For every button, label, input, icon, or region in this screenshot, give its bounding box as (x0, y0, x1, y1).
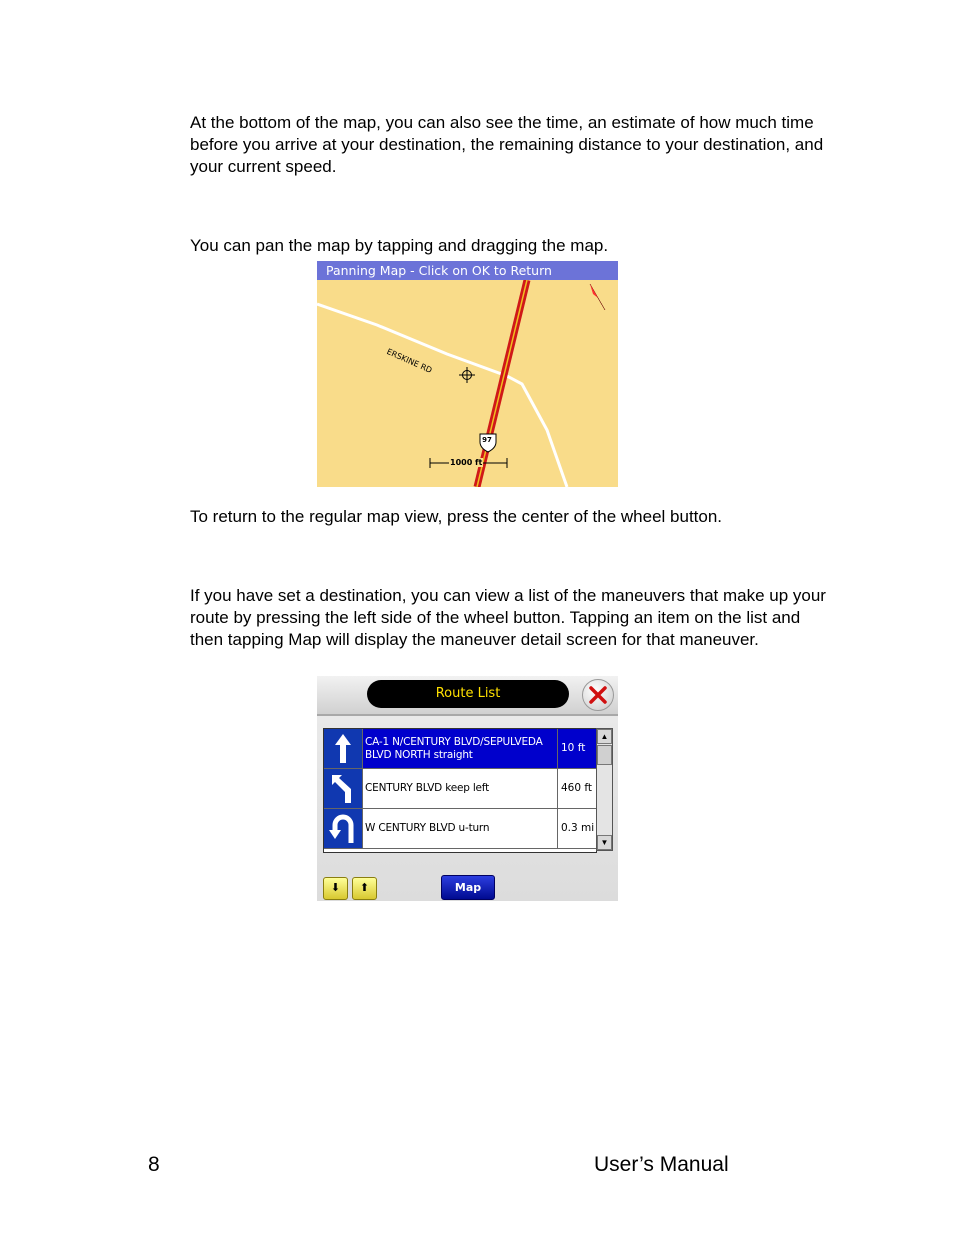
down-arrow-icon: ⬇ (330, 882, 341, 894)
map-button[interactable]: Map (441, 875, 495, 900)
list-item[interactable] (324, 809, 596, 849)
maneuver-distance: 10 ft (557, 729, 595, 768)
erskine-road (317, 304, 567, 487)
route-shield-label: 97 (482, 436, 492, 444)
maneuver-text: W CENTURY BLVD u-turn (365, 822, 490, 834)
scroll-thumb[interactable] (597, 745, 612, 765)
page-number: 8 (148, 1153, 160, 1176)
close-icon (583, 680, 613, 710)
route-list-title: Route List (367, 680, 569, 708)
maneuver-distance: 0.3 mi (557, 809, 595, 848)
move-up-button[interactable] (352, 877, 377, 900)
route-list-header (317, 676, 618, 716)
close-button[interactable] (582, 679, 614, 711)
map-title-bar: Panning Map - Click on OK to Return (317, 261, 618, 280)
list-scrollbar[interactable] (596, 728, 613, 851)
return-paragraph: To return to the regular map view, press the center of the wheel button. (190, 507, 723, 526)
scale-label: 1000 ft (450, 458, 483, 467)
intro-paragraph: At the bottom of the map, you can also see the time, an estimate of how much time before you arrive at your destination, the remaining distance to your destination, and your current speed. (190, 113, 824, 176)
route-list-paragraph: If you have set a destination, you can view a list of the maneuvers that make up your route by pressing the left side of the wheel button. Tapping an item on the list and then tapping Map will display the maneuver detail screen for that maneuver. (190, 586, 826, 649)
manual-title: User’s Manual (594, 1153, 729, 1176)
straight-arrow-icon (324, 729, 363, 768)
crosshair-icon (459, 367, 475, 383)
route-list-screenshot (317, 676, 618, 901)
maneuver-text: CA-1 N/CENTURY BLVD/SEPULVEDA BLVD NORTH straight (365, 735, 543, 761)
list-item[interactable] (324, 769, 596, 809)
maneuver-distance: 460 ft (557, 769, 595, 808)
u-turn-arrow-icon (324, 809, 363, 848)
panning-map-screenshot (317, 261, 618, 487)
scroll-up-icon[interactable]: ▲ (597, 729, 612, 744)
pan-paragraph: You can pan the map by tapping and dragging the map. (190, 236, 609, 255)
maneuver-text: CENTURY BLVD keep left (365, 782, 490, 794)
route-list (323, 728, 597, 853)
scroll-down-icon[interactable]: ▼ (597, 835, 612, 850)
road-label: ERSKINE RD (385, 347, 434, 375)
list-item[interactable] (324, 729, 596, 769)
map-canvas (317, 280, 618, 487)
move-down-button[interactable] (323, 877, 348, 900)
north-arrow-icon (590, 284, 605, 310)
keep-left-arrow-icon (324, 769, 363, 808)
up-arrow-icon: ⬆ (359, 882, 370, 894)
